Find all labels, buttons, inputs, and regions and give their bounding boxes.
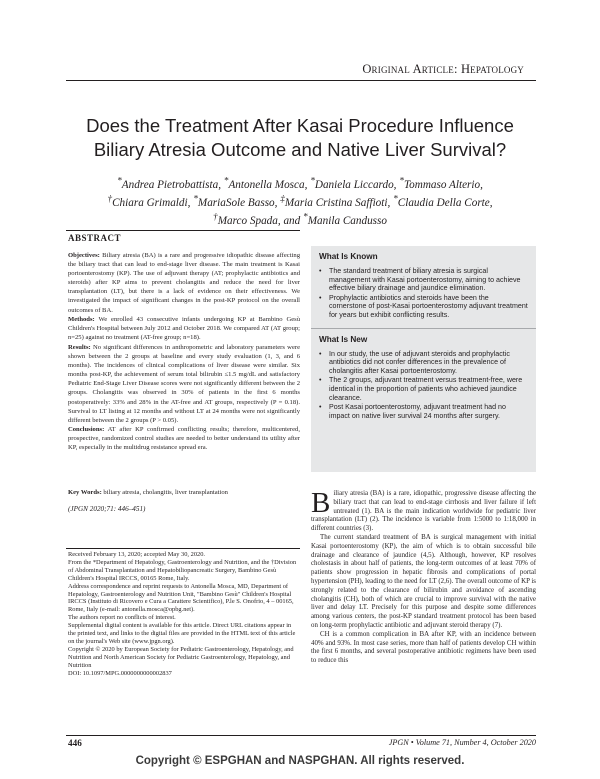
title-line-1: Does the Treatment After Kasai Procedure Influence	[86, 115, 514, 136]
article-title	[40, 114, 560, 162]
abstract-body	[68, 251, 300, 453]
abstract-results: Results: No significant differences in anthropometric and laboratory parameters were shown between the 2 groups at baseline and every study evaluation (1, 3, and 6 months). The incidences of clinical complications of liver disease were similar. Six months post-KP, the achievement of serum total bilirubin ≤1.5 mg/dL and satisfactory Pediatric End-Stage Liver Disease scores were not significantly different between the 2 groups. Cholangitis was observed in 30% of patients in the first 6 months postoperatively: 33% and 28% in the AT-free and AT groups, respectively (P = 0.18). Survival to LT listing at 12 months and without LT at 24 months were not significantly different between the 2 groups (P > 0.05).	[68, 343, 300, 424]
author-list	[70, 174, 530, 228]
drop-cap: B	[311, 487, 331, 519]
journal-citation: (JPGN 2020;71: 446–451)	[68, 505, 146, 513]
list-item: • In our study, the use of adjuvant steroids and prophylactic antibiotics did not confer differences in the prevalence of cholangitis after Kasai portoenterostomy.	[319, 350, 528, 376]
abstract-heading: ABSTRACT	[68, 233, 122, 243]
journal-footer: JPGN • Volume 71, Number 4, October 2020	[388, 738, 536, 747]
footnote-affiliations: From the *Department of Hepatology, Gastroenterology and Nutrition, and the †Division of Abdominal Transplantation and Hepatobiliopancreatic Surgery, Bambino Gesù Children's Hospital IRCCS, 00165 Rome, Italy.	[68, 558, 297, 582]
author: *Manila Candusso	[303, 212, 387, 227]
footnote-divider	[66, 548, 300, 549]
box-divider	[311, 328, 536, 329]
author: *MariaSole Basso,	[193, 194, 281, 209]
author: ‡Maria Cristina Saffioti,	[280, 194, 394, 209]
section-label: Original Article: Hepatology	[362, 62, 524, 76]
article-body	[311, 487, 536, 666]
footnote-conflicts: The authors report no conflicts of interest.	[68, 614, 176, 622]
page-number: 446	[68, 738, 82, 748]
author: *Claudia Della Corte,	[393, 194, 493, 209]
abstract-divider	[66, 230, 300, 231]
author: *Andrea Pietrobattista,	[117, 176, 224, 191]
abstract-objectives: Objectives: Biliary atresia (BA) is a rare and progressive idiopathic disease affecting the biliary tract that can lead to end-stage liver disease. The main treatment is Kasai portoenterostomy (KP). The use of adjuvant therapy (AT; prophylactic antibiotics and steroids) after KP aims to prevent cholangitis and reduce the need for liver transplantation (LT), but there is a lack of evidence on their effectiveness. We investigated the impact of significant changes in the post-KP protocol on the overall outcomes of BA.	[68, 252, 300, 314]
list-item: • Prophylactic antibiotics and steroids have been the cornerstone of post-Kasai portoenterostomy adjuvant treatment for years but exhibit conflicting results.	[319, 294, 528, 320]
body-paragraph: Biliary atresia (BA) is a rare, idiopathic, progressive disease affecting the biliary tract that can lead to end-stage cirrhosis and liver failure if left untreated (1). BA is the main indication worldwide for pediatric liver transplantation (LT) (2). The incidence is variable from 1:5000 to 1:18,000 in different countries (3).	[311, 487, 536, 533]
list-item: • The 2 groups, adjuvant treatment versus treatment-free, were identical in the proportion of patients who achieved jaundice clearance.	[319, 376, 528, 402]
body-paragraph: The current standard treatment of BA is surgical management with initial Kasai portoenterostomy (KP), the aim of which is to obtain successful bile drainage and clearance of jaundice (4,5). Although, however, KP resolves cholestasis in about half of patients, the long-term outcomes of at least 70% of patients show progression in hepatic fibrosis and complications of portal hypertension (PH), leading to the need for LT (2,6). The overall outcome of KP is strongly related to the clearance of bilirubin and avoidance of ascending cholangitis (CH), both of which are crucial to improve survival with the native liver and delay LT. Precisely for this purpose and despite some differences among various centers, the post-KP standard treatment protocol has been based on long-term prophylactic antibiotic and adjuvant steroid therapy (7).	[311, 533, 536, 629]
copyright-banner: Copyright © ESPGHAN and NASPGHAN. All rights reserved.	[135, 755, 465, 767]
footnote-address: Address correspondence and reprint requests to Antonella Mosca, MD, Department of Hepatology, Gastroenterology and Nutrition Unit, "Bambino Gesù" Children's Hospital IRCCS (Instituto di Ricovero e Cura a Carattere Scientifico), P.le S. Onofrio, 4 – 00165, Rome, Italy (e-mail: antonella.mosca@opbg.net).	[68, 582, 294, 614]
what-is-new-heading: What Is New	[319, 334, 368, 344]
body-paragraph: CH is a common complication in BA after KP, with an incidence between 40% and 93%. In most case series, more than half of patients develop CH within the first 6 months, and several postoperative antibiotic regimens have been used to reduce this	[311, 630, 536, 665]
author: *Antonella Mosca,	[223, 176, 311, 191]
footnote-received: Received February 13, 2020; accepted May 30, 2020.	[68, 551, 206, 558]
footnotes	[68, 551, 300, 678]
key-points-box	[311, 246, 536, 472]
footnote-doi: DOI: 10.1097/MPG.0000000000002837	[68, 669, 172, 677]
footnote-supplemental: Supplemental digital content is available for this article. Direct URL citations appear in the printed text, and links to the digital files are provided in the HTML text of this article on the journal's Web site (www.jpgn.org).	[68, 622, 296, 645]
list-item: • Post Kasai portoenterostomy, adjuvant treatment had no impact on native liver survival 24 months after surgery.	[319, 403, 528, 420]
abstract-methods: Methods: We enrolled 43 consecutive infants undergoing KP at Bambino Gesù Children's Hospital between July 2012 and October 2018. We compared AT (AT group; n=25) against no treatment (AT-free group; n=18).	[68, 316, 301, 342]
author: †Marco Spada, and	[213, 212, 304, 227]
what-is-new-list	[319, 350, 528, 421]
section-divider	[66, 80, 536, 81]
author: *Tommaso Alterio,	[399, 176, 483, 191]
title-line-2: Biliary Atresia Outcome and Native Liver Survival?	[93, 139, 507, 160]
keywords: Key Words: biliary atresia, cholangitis, liver transplantation	[68, 489, 228, 496]
what-is-known-list	[319, 267, 528, 320]
list-item: • The standard treatment of biliary atresia is surgical management with Kasai portoenterostomy, aiming to achieve effective biliary drainage and jaundice elimination.	[319, 267, 528, 293]
author: *Daniela Liccardo,	[310, 176, 400, 191]
footnote-copyright: Copyright © 2020 by European Society for Pediatric Gastroenterology, Hepatology, and Nutrition and North American Society for Pediatric Gastroenterology, Hepatology, and Nutrition	[68, 645, 294, 669]
abstract-conclusions: Conclusions: AT after KP confirmed conflicting results; therefore, multicentered, prospective, randomized control studies are needed to better understand its utility after KP, especially in the multidrug resistance spread era.	[68, 426, 300, 452]
author: †Chiara Grimaldi,	[107, 194, 194, 209]
footer-divider	[66, 735, 536, 736]
what-is-known-heading: What Is Known	[319, 252, 378, 261]
